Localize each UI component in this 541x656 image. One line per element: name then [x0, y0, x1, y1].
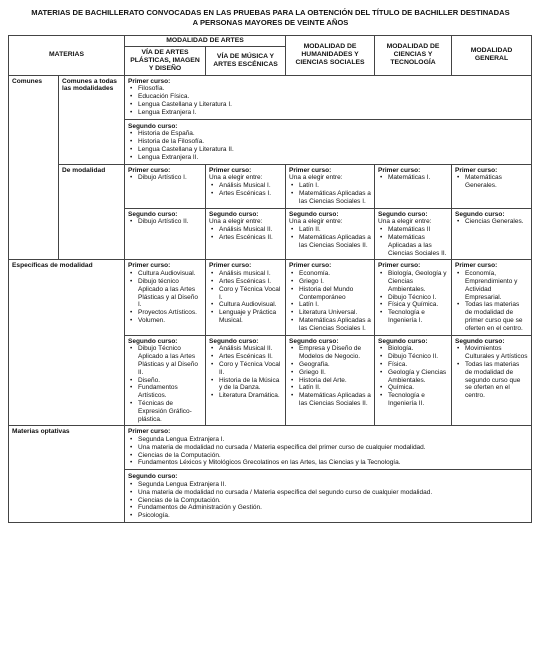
- list-item: • Técnicas de Expresión Gráfico-plástica.: [138, 400, 202, 423]
- optativas-segundo-block: [125, 469, 531, 520]
- list-item: • Física y Química.: [388, 301, 448, 309]
- list-item: • Historia del Mundo Contemporáneo: [299, 286, 371, 302]
- row-de-modalidad-primer: [9, 164, 532, 208]
- course-heading: Segundo curso:: [455, 337, 505, 345]
- list-item: • Análisis Musical II.: [219, 226, 282, 234]
- course-heading: Segundo curso:: [128, 473, 178, 481]
- row-label-comunes: Comunes: [9, 75, 59, 260]
- list-item: • Una materia de modalidad no cursada / Materia específica del primer curso de cualquier modalidad.: [138, 444, 528, 452]
- list: [128, 174, 202, 182]
- list-item: • Lenguaje y Práctica Musical.: [219, 309, 282, 325]
- list: [289, 182, 371, 205]
- header-via-musica: VÍA DE MÚSICA Y ARTES ESCÉNICAS: [206, 46, 286, 75]
- list-item: • Latín II.: [299, 384, 371, 392]
- list: [378, 270, 448, 325]
- list: [455, 345, 528, 400]
- course-heading: Segundo curso:: [128, 210, 178, 218]
- choice-intro: Una a elegir entre:: [209, 174, 263, 182]
- list-item: • Tecnología e Ingeniería I.: [388, 309, 448, 325]
- subjects-table: [8, 35, 532, 523]
- course-heading: Primer curso:: [128, 77, 171, 85]
- cell-es2-humanidades: [286, 335, 375, 426]
- row-label-especificas: Específicas de modalidad: [9, 260, 125, 426]
- list-item: • Historia de España.: [138, 130, 528, 138]
- cell-es1-general: [452, 260, 532, 335]
- cell-dm1-general: [452, 164, 532, 208]
- list-item: • Fundamentos Artísticos.: [138, 384, 202, 400]
- list-item: • Coro y Técnica Vocal I.: [219, 286, 282, 302]
- list: [378, 226, 448, 257]
- list-item: • Matemáticas Aplicadas a las Ciencias Sociales II.: [299, 392, 371, 408]
- cell-es2-plasticas: [125, 335, 206, 426]
- header-materias: MATERIAS: [9, 36, 125, 76]
- course-heading: Segundo curso:: [378, 210, 428, 218]
- choice-intro: Una a elegir entre:: [289, 174, 343, 182]
- cell-dm1-ciencias: [375, 164, 452, 208]
- row-label-optativas: Materias optativas: [9, 426, 125, 523]
- course-heading: Primer curso:: [209, 166, 252, 174]
- list: [128, 270, 202, 325]
- row-sublabel-comunes: Comunes a todas las modalidades: [59, 75, 125, 164]
- list-optativas-primer: [128, 436, 528, 467]
- cell-optativas: [125, 426, 532, 523]
- list: [455, 218, 528, 226]
- list-item: • Análisis Musical II.: [219, 345, 282, 353]
- list: [378, 174, 448, 182]
- row-optativas: [9, 426, 532, 523]
- course-heading: Primer curso:: [289, 166, 332, 174]
- header-via-plasticas: VÍA DE ARTES PLÁSTICAS, IMAGEN Y DISEÑO: [125, 46, 206, 75]
- course-heading: Segundo curso:: [378, 337, 428, 345]
- course-heading: Primer curso:: [455, 262, 498, 270]
- list-item: • Psicología.: [138, 512, 528, 520]
- cell-es2-ciencias: [375, 335, 452, 426]
- list-item: • Lengua Extranjera I.: [138, 109, 528, 117]
- course-heading: Segundo curso:: [128, 337, 178, 345]
- title-line-2: A PERSONAS MAYORES DE VEINTE AÑOS: [192, 17, 349, 27]
- list-item: • Fundamentos Léxicos y Mitológicos Grecolatinos en las Artes, las Ciencias y la Tecnología.: [138, 459, 528, 467]
- list-item: • Proyectos Artísticos.: [138, 309, 202, 317]
- list: [128, 345, 202, 423]
- list: [455, 174, 528, 190]
- list-item: • Tecnología e Ingeniería II.: [388, 392, 448, 408]
- list-item: • Matemáticas Generales.: [465, 174, 528, 190]
- course-heading: Primer curso:: [128, 166, 171, 174]
- course-heading: Primer curso:: [289, 262, 332, 270]
- comunes-segundo-block: [125, 119, 531, 162]
- cell-dm1-humanidades: [286, 164, 375, 208]
- list-item: • Ciencias de la Computación.: [138, 497, 528, 505]
- course-heading: Segundo curso:: [209, 210, 259, 218]
- list-item: • Empresa y Diseño de Modelos de Negocio.: [299, 345, 371, 361]
- list-item: • Una materia de modalidad no cursada / Materia específica del segundo curso de cualquier modalidad.: [138, 489, 528, 497]
- list-item: • Matemáticas I.: [388, 174, 448, 182]
- list: [209, 182, 282, 198]
- list-item: • Dibujo técnico Aplicado a las Artes Plásticas y al Diseño I.: [138, 278, 202, 309]
- list-item: • Artes Escénicas I.: [219, 190, 282, 198]
- list-item: • Volumen.: [138, 317, 202, 325]
- header-ciencias: MODALIDAD DE CIENCIAS Y TECNOLOGÍA: [375, 36, 452, 76]
- list-item: • Fundamentos de Administración y Gestión.: [138, 504, 528, 512]
- list-item: • Latín I.: [299, 182, 371, 190]
- list-item: • Literatura Dramática.: [219, 392, 282, 400]
- list-comunes-segundo: [128, 130, 528, 161]
- cell-dm2-musica: [206, 208, 286, 260]
- list-item: • Lengua Castellana y Literatura I.: [138, 101, 528, 109]
- cell-dm2-humanidades: [286, 208, 375, 260]
- list-item: • Física.: [388, 361, 448, 369]
- list-item: • Coro y Técnica Vocal II.: [219, 361, 282, 377]
- course-heading: Segundo curso:: [289, 210, 339, 218]
- list-item: • Matemáticas II: [388, 226, 448, 234]
- course-heading: Primer curso:: [378, 262, 421, 270]
- list-item: • Lengua Castellana y Literatura II.: [138, 146, 528, 154]
- list-item: • Dibujo Artístico I.: [138, 174, 202, 182]
- list: [378, 345, 448, 407]
- choice-intro: Una a elegir entre:: [289, 218, 343, 226]
- title-line-1: MATERIAS DE BACHILLERATO CONVOCADAS EN LAS PRUEBAS PARA LA OBTENCIÓN DEL TÍTULO DE BACHILLER DESTINADAS: [31, 8, 510, 17]
- list-item: • Biología.: [388, 345, 448, 353]
- list-item: • Latín I.: [299, 301, 371, 309]
- list-item: • Griego I.: [299, 278, 371, 286]
- row-especificas-primer: [9, 260, 532, 335]
- course-heading: Primer curso:: [455, 166, 498, 174]
- choice-intro: Una a elegir entre:: [209, 218, 263, 226]
- document-title: [8, 8, 533, 27]
- list: [128, 218, 202, 226]
- list-item: • Matemáticas Aplicadas a las Ciencias Sociales II.: [299, 234, 371, 250]
- cell-es2-general: [452, 335, 532, 426]
- list-item: • Educación Física.: [138, 93, 528, 101]
- course-heading: Segundo curso:: [128, 122, 178, 130]
- list-item: • Matemáticas Aplicadas a las Ciencias Sociales I.: [299, 190, 371, 206]
- list-item: • Cultura Audiovisual.: [138, 270, 202, 278]
- course-heading: Primer curso:: [128, 262, 171, 270]
- header-general: MODALIDAD GENERAL: [452, 36, 532, 76]
- cell-es1-ciencias: [375, 260, 452, 335]
- cell-es1-plasticas: [125, 260, 206, 335]
- list: [209, 345, 282, 400]
- list-item: • Segunda Lengua Extranjera I.: [138, 436, 528, 444]
- list: [455, 270, 528, 332]
- list-item: • Artes Escénicas I.: [219, 278, 282, 286]
- course-heading: Segundo curso:: [289, 337, 339, 345]
- cell-dm2-plasticas: [125, 208, 206, 260]
- course-heading: Primer curso:: [378, 166, 421, 174]
- list-item: • Dibujo Artístico II.: [138, 218, 202, 226]
- choice-intro: Una a elegir entre:: [378, 218, 432, 226]
- list-item: • Movimientos Culturales y Artísticos: [465, 345, 528, 361]
- list-item: • Artes Escénicas II.: [219, 234, 282, 242]
- list-item: • Matemáticas Aplicadas a las Ciencias Sociales II.: [388, 234, 448, 257]
- list-item: • Griego II.: [299, 369, 371, 377]
- cell-es2-musica: [206, 335, 286, 426]
- cell-es1-musica: [206, 260, 286, 335]
- list-item: • Historia de la Música y de la Danza.: [219, 377, 282, 393]
- list-item: • Latín II.: [299, 226, 371, 234]
- cell-dm1-plasticas: [125, 164, 206, 208]
- course-heading: Segundo curso:: [455, 210, 505, 218]
- cell-es1-humanidades: [286, 260, 375, 335]
- list: [209, 226, 282, 242]
- cell-dm1-musica: [206, 164, 286, 208]
- list-item: • Cultura Audiovisual.: [219, 301, 282, 309]
- optativas-primer-block: [128, 428, 528, 467]
- list-optativas-segundo: [128, 481, 528, 520]
- list-item: • Análisis Musical I.: [219, 182, 282, 190]
- cell-dm2-ciencias: [375, 208, 452, 260]
- list-item: • Geología y Ciencias Ambientales.: [388, 369, 448, 385]
- list-item: • Todas las materias de modalidad de segundo curso que se oferten en el centro.: [465, 361, 528, 400]
- list-item: • Segunda Lengua Extranjera II.: [138, 481, 528, 489]
- list-item: • Geografía.: [299, 361, 371, 369]
- row-comunes: [9, 75, 532, 164]
- list: [209, 270, 282, 325]
- list-item: • Historia de la Filosofía.: [138, 138, 528, 146]
- comunes-primer-block: [128, 78, 528, 117]
- header-modalidad-artes: MODALIDAD DE ARTES: [125, 36, 286, 47]
- course-heading: Primer curso:: [128, 428, 171, 436]
- list-item: • Artes Escénicas II.: [219, 353, 282, 361]
- list-item: • Ciencias Generales.: [465, 218, 528, 226]
- row-label-de-modalidad: De modalidad: [59, 164, 125, 260]
- list-item: • Economía, Emprendimiento y Actividad Empresarial.: [465, 270, 528, 301]
- course-heading: Primer curso:: [209, 262, 252, 270]
- list-item: • Dibujo Técnico II.: [388, 353, 448, 361]
- list-item: • Química.: [388, 384, 448, 392]
- list-item: • Literatura Universal.: [299, 309, 371, 317]
- list-item: • Matemáticas Aplicadas a las Ciencias Sociales I.: [299, 317, 371, 333]
- cell-dm2-general: [452, 208, 532, 260]
- list-item: • Biología, Geología y Ciencias Ambientales.: [388, 270, 448, 293]
- cell-comunes: [125, 75, 532, 164]
- list-item: • Todas las materias de modalidad de primer curso que se oferten en el centro.: [465, 301, 528, 332]
- list-item: • Análisis musical I.: [219, 270, 282, 278]
- list-item: • Lengua Extranjera II.: [138, 154, 528, 162]
- list-item: • Historia del Arte.: [299, 377, 371, 385]
- list-item: • Filosofía.: [138, 85, 528, 93]
- list: [289, 270, 371, 332]
- list-item: • Diseño.: [138, 377, 202, 385]
- list-item: • Dibujo Técnico Aplicado a las Artes Plásticas y al Diseño II.: [138, 345, 202, 376]
- list: [289, 226, 371, 249]
- list-comunes-primer: [128, 85, 528, 116]
- list: [289, 345, 371, 407]
- header-humanidades: MODALIDAD DE HUMANIDADES Y CIENCIAS SOCIALES: [286, 36, 375, 76]
- list-item: • Ciencias de la Computación.: [138, 452, 528, 460]
- course-heading: Segundo curso:: [209, 337, 259, 345]
- list-item: • Economía.: [299, 270, 371, 278]
- list-item: • Dibujo Técnico I.: [388, 294, 448, 302]
